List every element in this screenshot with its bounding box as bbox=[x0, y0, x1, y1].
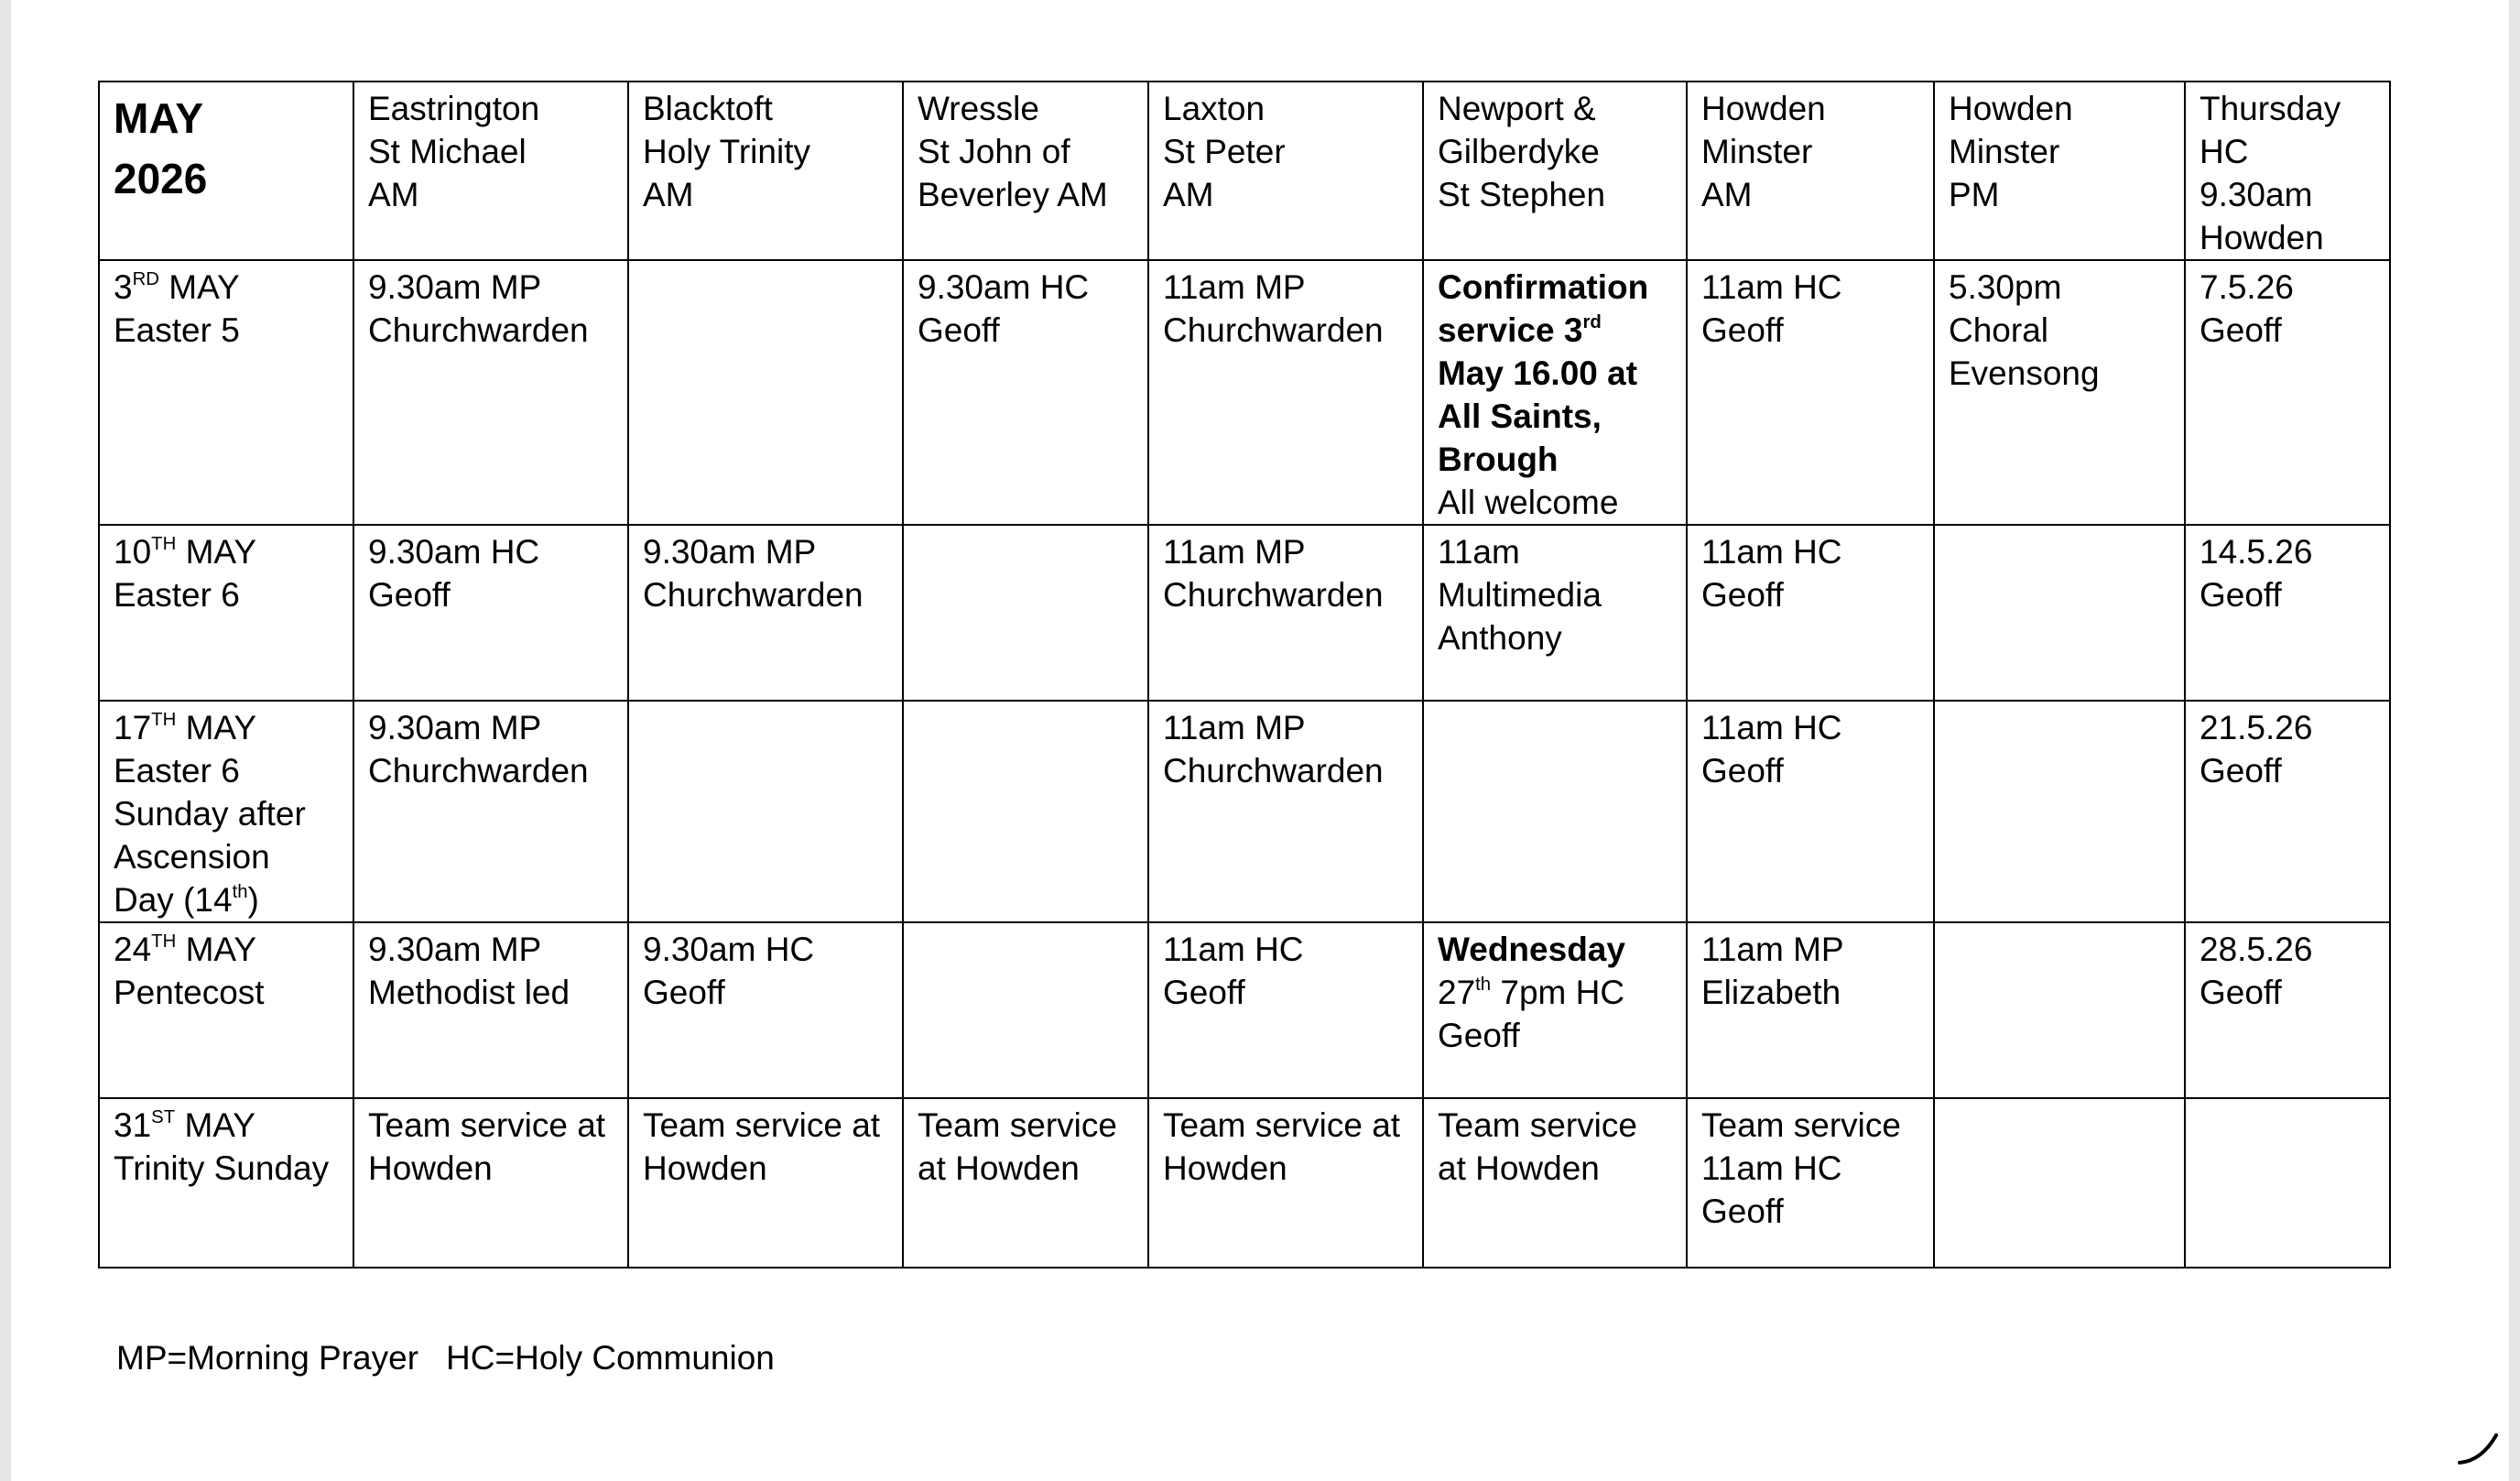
service-cell: 11am MP Churchwarden bbox=[1148, 701, 1423, 922]
column-header-thursday-hc: Thursday HC 9.30am Howden bbox=[2185, 82, 2390, 260]
service-cell: 9.30am HC Geoff bbox=[353, 525, 628, 701]
service-cell-empty bbox=[903, 701, 1148, 922]
row-17th-may bbox=[99, 701, 2390, 922]
column-header-howden-minster-pm: Howden Minster PM bbox=[1934, 82, 2185, 260]
service-cell: Team service at Howden bbox=[1423, 1098, 1687, 1268]
service-cell: 5.30pm Choral Evensong bbox=[1934, 260, 2185, 525]
month-title bbox=[99, 82, 353, 260]
service-cell: 9.30am MP Methodist led bbox=[353, 922, 628, 1098]
service-cell-empty bbox=[1934, 1098, 2185, 1268]
thursday-service-cell: 21.5.26 Geoff bbox=[2185, 701, 2390, 922]
service-cell: 9.30am MP Churchwarden bbox=[353, 701, 628, 922]
service-cell: 9.30am MP Churchwarden bbox=[628, 525, 903, 701]
service-cell-empty bbox=[2185, 1098, 2390, 1268]
date-label: 24TH MAY bbox=[114, 931, 256, 968]
service-schedule-table bbox=[98, 81, 2391, 1269]
occasion-label: Trinity Sunday bbox=[114, 1149, 330, 1187]
thursday-service-cell: 7.5.26 Geoff bbox=[2185, 260, 2390, 525]
service-cell: 9.30am HC Geoff bbox=[903, 260, 1148, 525]
service-cell-empty bbox=[1934, 701, 2185, 922]
service-cell-empty bbox=[1423, 701, 1687, 922]
page-curl-icon bbox=[2458, 1426, 2500, 1468]
service-cell: Team service at Howden bbox=[353, 1098, 628, 1268]
legend-mp: MP=Morning Prayer bbox=[116, 1339, 419, 1377]
service-cell: Team service at Howden bbox=[903, 1098, 1148, 1268]
legend-hc: HC=Holy Communion bbox=[446, 1339, 775, 1377]
service-cell: 11am MP Churchwarden bbox=[1148, 260, 1423, 525]
service-cell-empty bbox=[1934, 922, 2185, 1098]
service-cell-empty bbox=[628, 260, 903, 525]
service-cell: 9.30am MP Churchwarden bbox=[353, 260, 628, 525]
service-cell: Team service 11am HC Geoff bbox=[1687, 1098, 1934, 1268]
column-header-howden-minster-am: Howden Minster AM bbox=[1687, 82, 1934, 260]
date-cell bbox=[99, 1098, 353, 1268]
occasion-label: Easter 6 bbox=[114, 752, 240, 790]
column-header-newport-gilberdyke: Newport & Gilberdyke St Stephen bbox=[1423, 82, 1687, 260]
service-cell: 11am MP Churchwarden bbox=[1148, 525, 1423, 701]
service-cell: 11am HC Geoff bbox=[1687, 525, 1934, 701]
occasion-label: Easter 5 bbox=[114, 311, 240, 349]
service-cell: 11am HC Geoff bbox=[1148, 922, 1423, 1098]
row-24th-may bbox=[99, 922, 2390, 1098]
confirmation-service-cell: Confirmation service 3rd May 16.00 at All Saints, Brough All welcome bbox=[1423, 260, 1687, 525]
column-header-wressle: Wressle St John of Beverley AM bbox=[903, 82, 1148, 260]
occasion-label: Pentecost bbox=[114, 974, 265, 1011]
service-cell: 9.30am HC Geoff bbox=[628, 922, 903, 1098]
service-cell: 11am HC Geoff bbox=[1687, 260, 1934, 525]
title-year: 2026 bbox=[114, 155, 208, 202]
left-margin-strip bbox=[0, 0, 11, 1481]
title-month: MAY bbox=[114, 94, 203, 142]
occasion-label: Easter 6 bbox=[114, 576, 240, 614]
date-cell bbox=[99, 260, 353, 525]
service-cell: Team service at Howden bbox=[1148, 1098, 1423, 1268]
thursday-service-cell: 28.5.26 Geoff bbox=[2185, 922, 2390, 1098]
service-cell-empty bbox=[1934, 525, 2185, 701]
wednesday-service-cell: Wednesday 27th 7pm HC Geoff bbox=[1423, 922, 1687, 1098]
service-cell: 11am HC Geoff bbox=[1687, 701, 1934, 922]
date-label: 10TH MAY bbox=[114, 533, 256, 571]
service-cell-empty bbox=[903, 525, 1148, 701]
date-label: 3RD MAY bbox=[114, 268, 240, 306]
column-header-blacktoft: Blacktoft Holy Trinity AM bbox=[628, 82, 903, 260]
date-label: 17TH MAY bbox=[114, 709, 256, 746]
header-row bbox=[99, 82, 2390, 260]
right-margin-strip bbox=[2509, 0, 2520, 1481]
date-label: 31ST MAY bbox=[114, 1106, 255, 1144]
thursday-service-cell: 14.5.26 Geoff bbox=[2185, 525, 2390, 701]
column-header-laxton: Laxton St Peter AM bbox=[1148, 82, 1423, 260]
service-cell: 11am MP Elizabeth bbox=[1687, 922, 1934, 1098]
service-cell-empty bbox=[903, 922, 1148, 1098]
row-3rd-may bbox=[99, 260, 2390, 525]
row-31st-may bbox=[99, 1098, 2390, 1268]
service-cell: 11am Multimedia Anthony bbox=[1423, 525, 1687, 701]
service-cell: Team service at Howden bbox=[628, 1098, 903, 1268]
date-cell: 17TH MAY Easter 6 Sunday after Ascension Day (14th) bbox=[99, 701, 353, 922]
row-10th-may bbox=[99, 525, 2390, 701]
abbreviation-legend bbox=[116, 1335, 775, 1381]
date-cell bbox=[99, 922, 353, 1098]
column-header-eastrington: Eastrington St Michael AM bbox=[353, 82, 628, 260]
date-cell bbox=[99, 525, 353, 701]
service-cell-empty bbox=[628, 701, 903, 922]
